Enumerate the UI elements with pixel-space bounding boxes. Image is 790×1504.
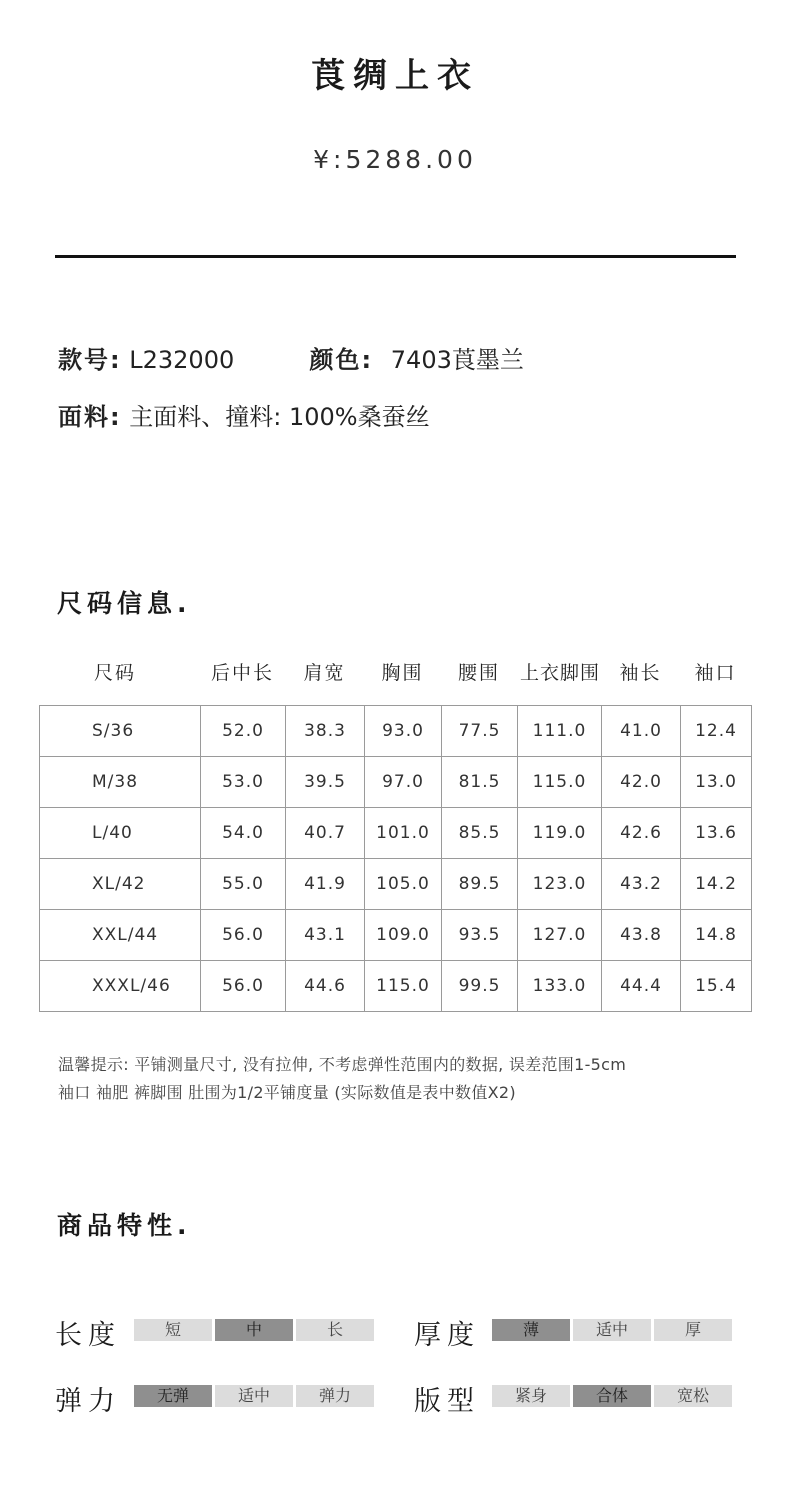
table-cell: 43.1 [286,910,365,961]
feature-fit-option: 紧身 [492,1385,570,1407]
table-cell: 44.6 [286,961,365,1012]
feature-fit-option: 合体 [573,1385,651,1407]
feature-fit-option: 宽松 [654,1385,732,1407]
table-row [40,961,752,1012]
feature-elasticity-label: 弹力 [55,1386,121,1417]
table-cell: 13.0 [681,757,752,808]
table-row [40,859,752,910]
table-cell: XXXL/46 [40,961,201,1012]
table-cell: 54.0 [201,808,286,859]
table-cell: 14.2 [681,859,752,910]
size-header-cuff: 袖口 [694,662,737,684]
table-cell: 109.0 [365,910,442,961]
fabric-value: 主面料、撞料: 100%桑蚕丝 [129,403,430,431]
table-cell: L/40 [40,808,201,859]
product-price: ¥:5288.00 [313,145,477,174]
feature-thickness-option: 薄 [492,1319,570,1341]
table-cell: 56.0 [201,961,286,1012]
table-cell: 123.0 [518,859,602,910]
table-cell: 14.8 [681,910,752,961]
table-cell: 43.2 [602,859,681,910]
feature-length-option: 长 [296,1319,374,1341]
feature-elasticity-option: 适中 [215,1385,293,1407]
table-cell: 111.0 [518,706,602,757]
feature-thickness-option: 厚 [654,1319,732,1341]
table-cell: 115.0 [365,961,442,1012]
features-section-title: 商品特性. [57,1211,192,1240]
feature-length-scale [134,1319,374,1341]
table-cell: 41.9 [286,859,365,910]
feature-thickness-label: 厚度 [414,1320,480,1351]
table-cell: 56.0 [201,910,286,961]
size-header-waist: 腰围 [457,662,500,684]
fabric-label: 面料: [58,403,122,431]
feature-fit-scale [492,1385,732,1407]
table-cell: 12.4 [681,706,752,757]
style-number-value: L232000 [129,346,235,374]
header-divider [55,255,736,258]
color-value: 7403莨墨兰 [390,346,524,374]
table-cell: 89.5 [442,859,518,910]
size-header-shoulder: 肩宽 [303,662,346,684]
table-cell: 119.0 [518,808,602,859]
table-row [40,808,752,859]
table-cell: 127.0 [518,910,602,961]
table-cell: XL/42 [40,859,201,910]
feature-elasticity-option: 弹力 [296,1385,374,1407]
table-cell: 77.5 [442,706,518,757]
table-cell: M/38 [40,757,201,808]
feature-elasticity-scale [134,1385,374,1407]
table-row [40,910,752,961]
product-title: 莨绸上衣 [311,56,479,96]
table-cell: 43.8 [602,910,681,961]
table-cell: 42.0 [602,757,681,808]
table-cell: 93.0 [365,706,442,757]
table-row [40,757,752,808]
table-cell: 13.6 [681,808,752,859]
feature-length-label: 长度 [55,1320,121,1351]
table-cell: 115.0 [518,757,602,808]
table-cell: 15.4 [681,961,752,1012]
feature-length-option: 中 [215,1319,293,1341]
size-header-hem: 上衣脚围 [519,662,600,684]
size-note-line-1: 温馨提示: 平铺测量尺寸, 没有拉伸, 不考虑弹性范围内的数据, 误差范围1-5cm [58,1055,627,1074]
table-cell: 53.0 [201,757,286,808]
color-label: 颜色: [309,346,374,374]
info-line-fabric [58,397,430,432]
size-header-chest: 胸围 [381,662,424,684]
size-section-title: 尺码信息. [57,589,192,618]
table-cell: 42.6 [602,808,681,859]
table-cell: 39.5 [286,757,365,808]
table-cell: 41.0 [602,706,681,757]
table-row [40,706,752,757]
table-cell: 44.4 [602,961,681,1012]
feature-fit-label: 版型 [414,1386,480,1417]
table-cell: 97.0 [365,757,442,808]
size-header-size: 尺码 [93,662,136,684]
table-cell: 40.7 [286,808,365,859]
table-cell: 101.0 [365,808,442,859]
style-number-label: 款号: [58,346,122,374]
feature-length-option: 短 [134,1319,212,1341]
table-cell: 81.5 [442,757,518,808]
size-table [39,705,752,1012]
table-cell: 55.0 [201,859,286,910]
table-cell: 85.5 [442,808,518,859]
feature-thickness-option: 适中 [573,1319,651,1341]
table-cell: 38.3 [286,706,365,757]
size-note-line-2: 袖口 袖肥 裤脚围 肚围为1/2平铺度量 (实际数值是表中数值X2) [58,1083,516,1102]
feature-thickness-scale [492,1319,732,1341]
size-header-back-length: 后中长 [210,662,274,684]
size-header-sleeve-length: 袖长 [619,662,662,684]
table-cell: 133.0 [518,961,602,1012]
table-cell: 93.5 [442,910,518,961]
feature-elasticity-option: 无弹 [134,1385,212,1407]
table-cell: 99.5 [442,961,518,1012]
table-cell: 105.0 [365,859,442,910]
table-cell: 52.0 [201,706,286,757]
info-line-style-color [58,340,524,375]
table-cell: S/36 [40,706,201,757]
table-cell: XXL/44 [40,910,201,961]
